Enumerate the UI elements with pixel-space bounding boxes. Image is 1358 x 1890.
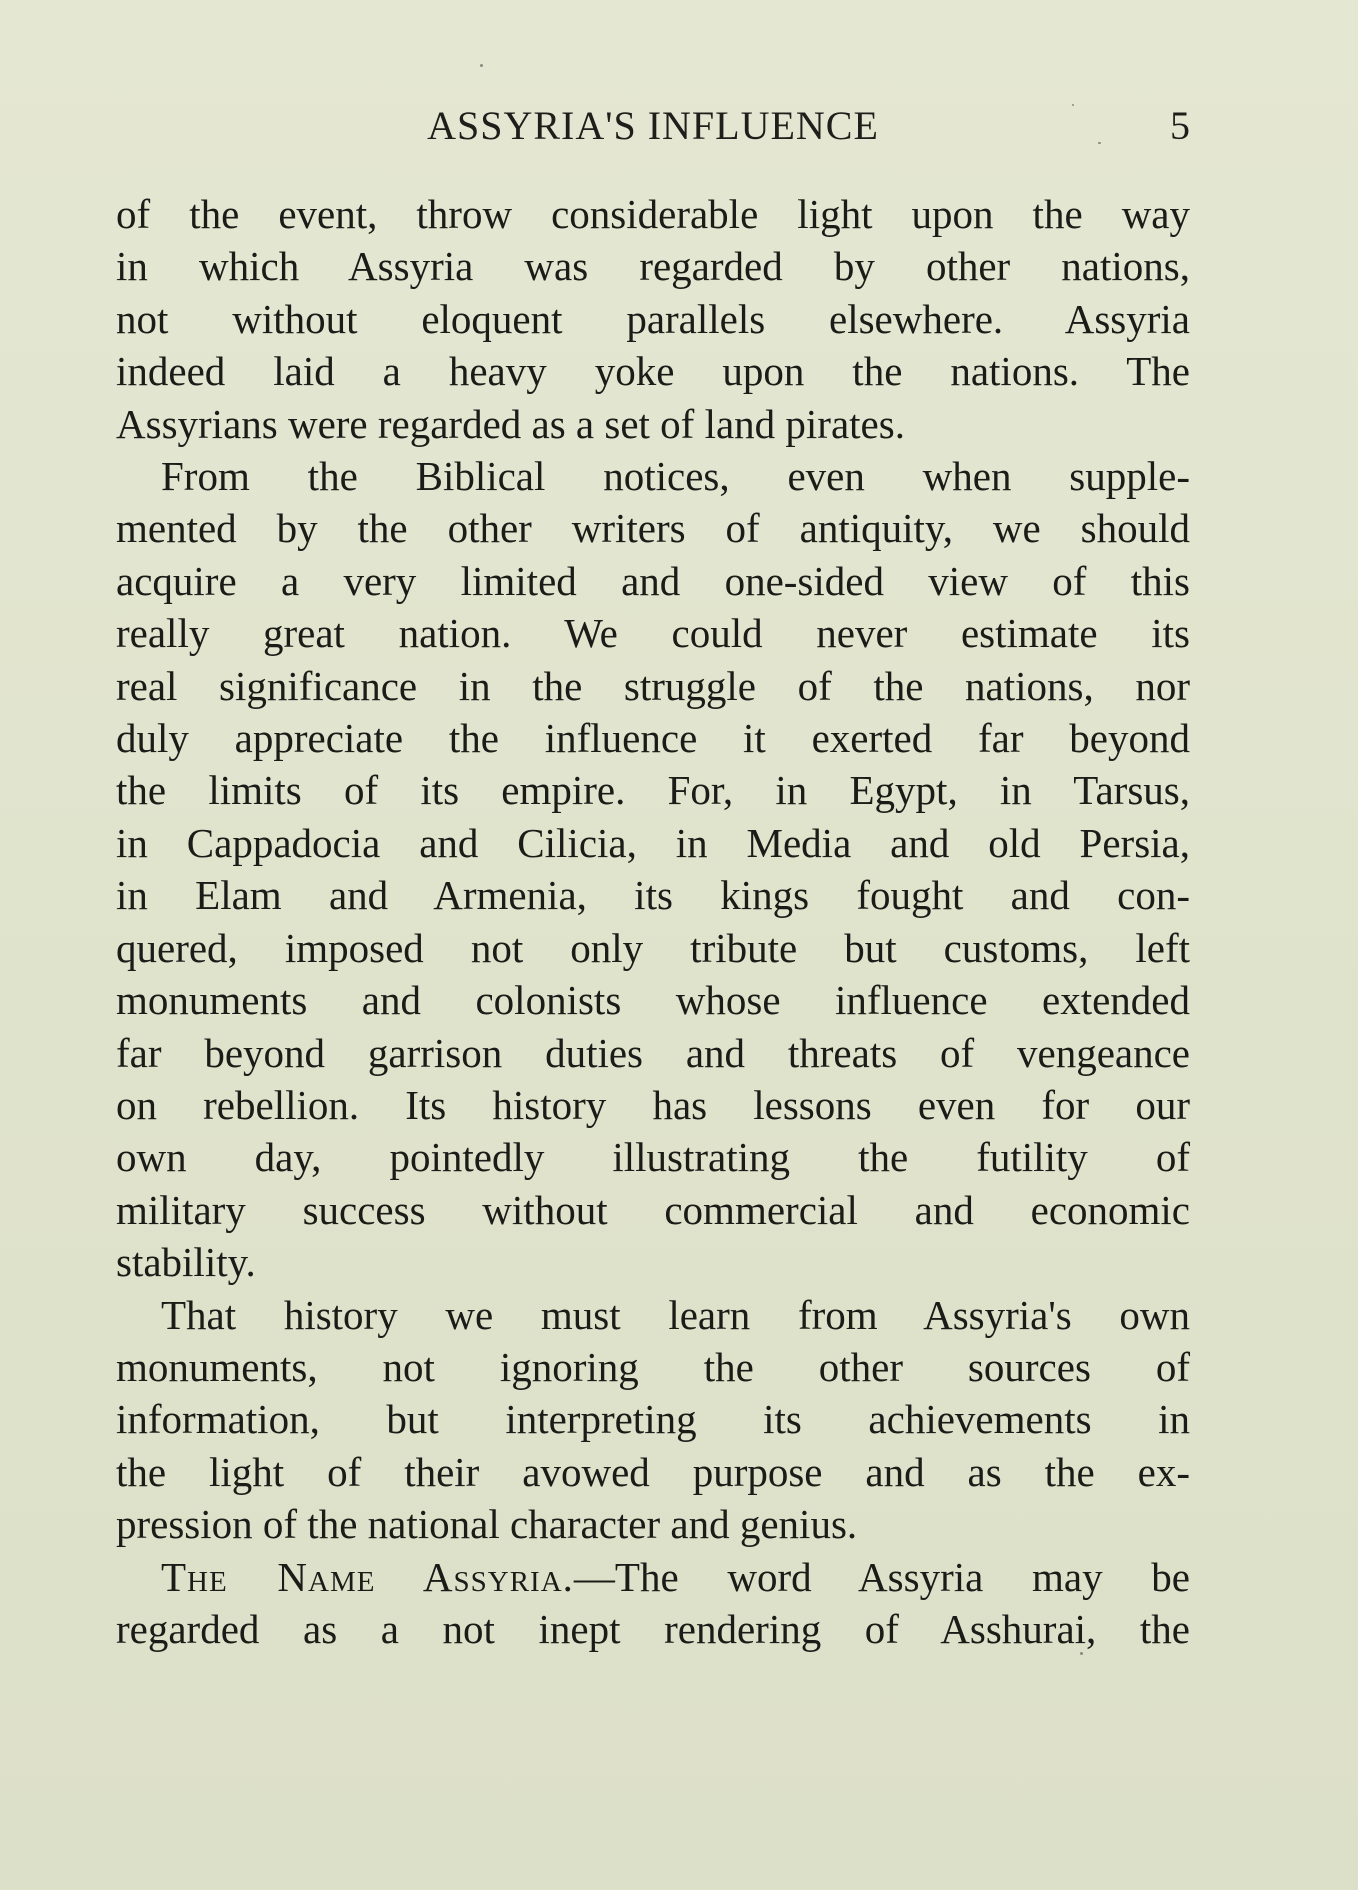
text-line <box>116 1551 1190 1603</box>
paragraph-4 <box>116 1551 1190 1656</box>
text-line: in which Assyria was regarded by other nations, <box>116 243 1190 290</box>
text-line: monuments and colonists whose influence extended <box>116 977 1190 1024</box>
body-text <box>116 188 1190 1655</box>
text-line: monuments, not ignoring the other sources of <box>116 1343 1190 1390</box>
paper-speck <box>480 64 483 67</box>
text-line: quered, imposed not only tribute but customs, left <box>116 924 1190 971</box>
paper-speck <box>1072 104 1074 106</box>
text-line: in Cappadocia and Cilicia, in Media and old Persia, <box>116 819 1190 866</box>
section-heading-continuation: —The word Assyria may be <box>573 1553 1190 1600</box>
paper-speck <box>1098 142 1101 144</box>
text-line: the light of their avowed purpose and as the ex- <box>116 1448 1190 1495</box>
paragraph-2 <box>116 450 1190 1289</box>
text-line: stability. <box>116 1239 256 1286</box>
page-header-title: ASSYRIA'S INFLUENCE <box>427 103 879 148</box>
text-line: not without eloquent parallels elsewhere. Assyria <box>116 295 1190 342</box>
text-line: military success without commercial and economic <box>116 1186 1190 1233</box>
text-line: indeed laid a heavy yoke upon the nations. The <box>116 348 1190 395</box>
text-line: the limits of its empire. For, in Egypt, in Tarsus, <box>116 767 1190 814</box>
text-line: From the Biblical notices, even when supple- <box>161 453 1190 500</box>
page-number: 5 <box>1170 103 1190 148</box>
text-line: That history we must learn from Assyria's own <box>161 1291 1190 1338</box>
running-head <box>116 98 1190 154</box>
text-line: Assyrians were regarded as a set of land pirates. <box>116 400 905 447</box>
text-line: information, but interpreting its achievements in <box>116 1396 1190 1443</box>
text-line: real significance in the struggle of the nations, nor <box>116 662 1190 709</box>
text-line: regarded as a not inept rendering of Asshurai, the <box>116 1605 1190 1652</box>
text-line: on rebellion. Its history has lessons even for our <box>116 1081 1190 1128</box>
text-line: pression of the national character and genius. <box>116 1501 858 1548</box>
text-line: of the event, throw considerable light upon the way <box>116 191 1190 237</box>
text-line: far beyond garrison duties and threats of vengeance <box>116 1029 1190 1076</box>
paragraph-1 <box>116 188 1190 450</box>
text-line: in Elam and Armenia, its kings fought and con- <box>116 872 1190 919</box>
section-heading: The Name Assyria. <box>161 1553 574 1600</box>
text-line: acquire a very limited and one-sided view of this <box>116 557 1190 604</box>
text-line: mented by the other writers of antiquity, we should <box>116 505 1190 552</box>
text-line: duly appreciate the influence it exerted far beyond <box>116 715 1190 762</box>
text-line: own day, pointedly illustrating the futility of <box>116 1134 1190 1181</box>
paragraph-3 <box>116 1289 1190 1551</box>
paper-speck <box>1080 1652 1083 1655</box>
text-line: really great nation. We could never estimate its <box>116 610 1190 657</box>
